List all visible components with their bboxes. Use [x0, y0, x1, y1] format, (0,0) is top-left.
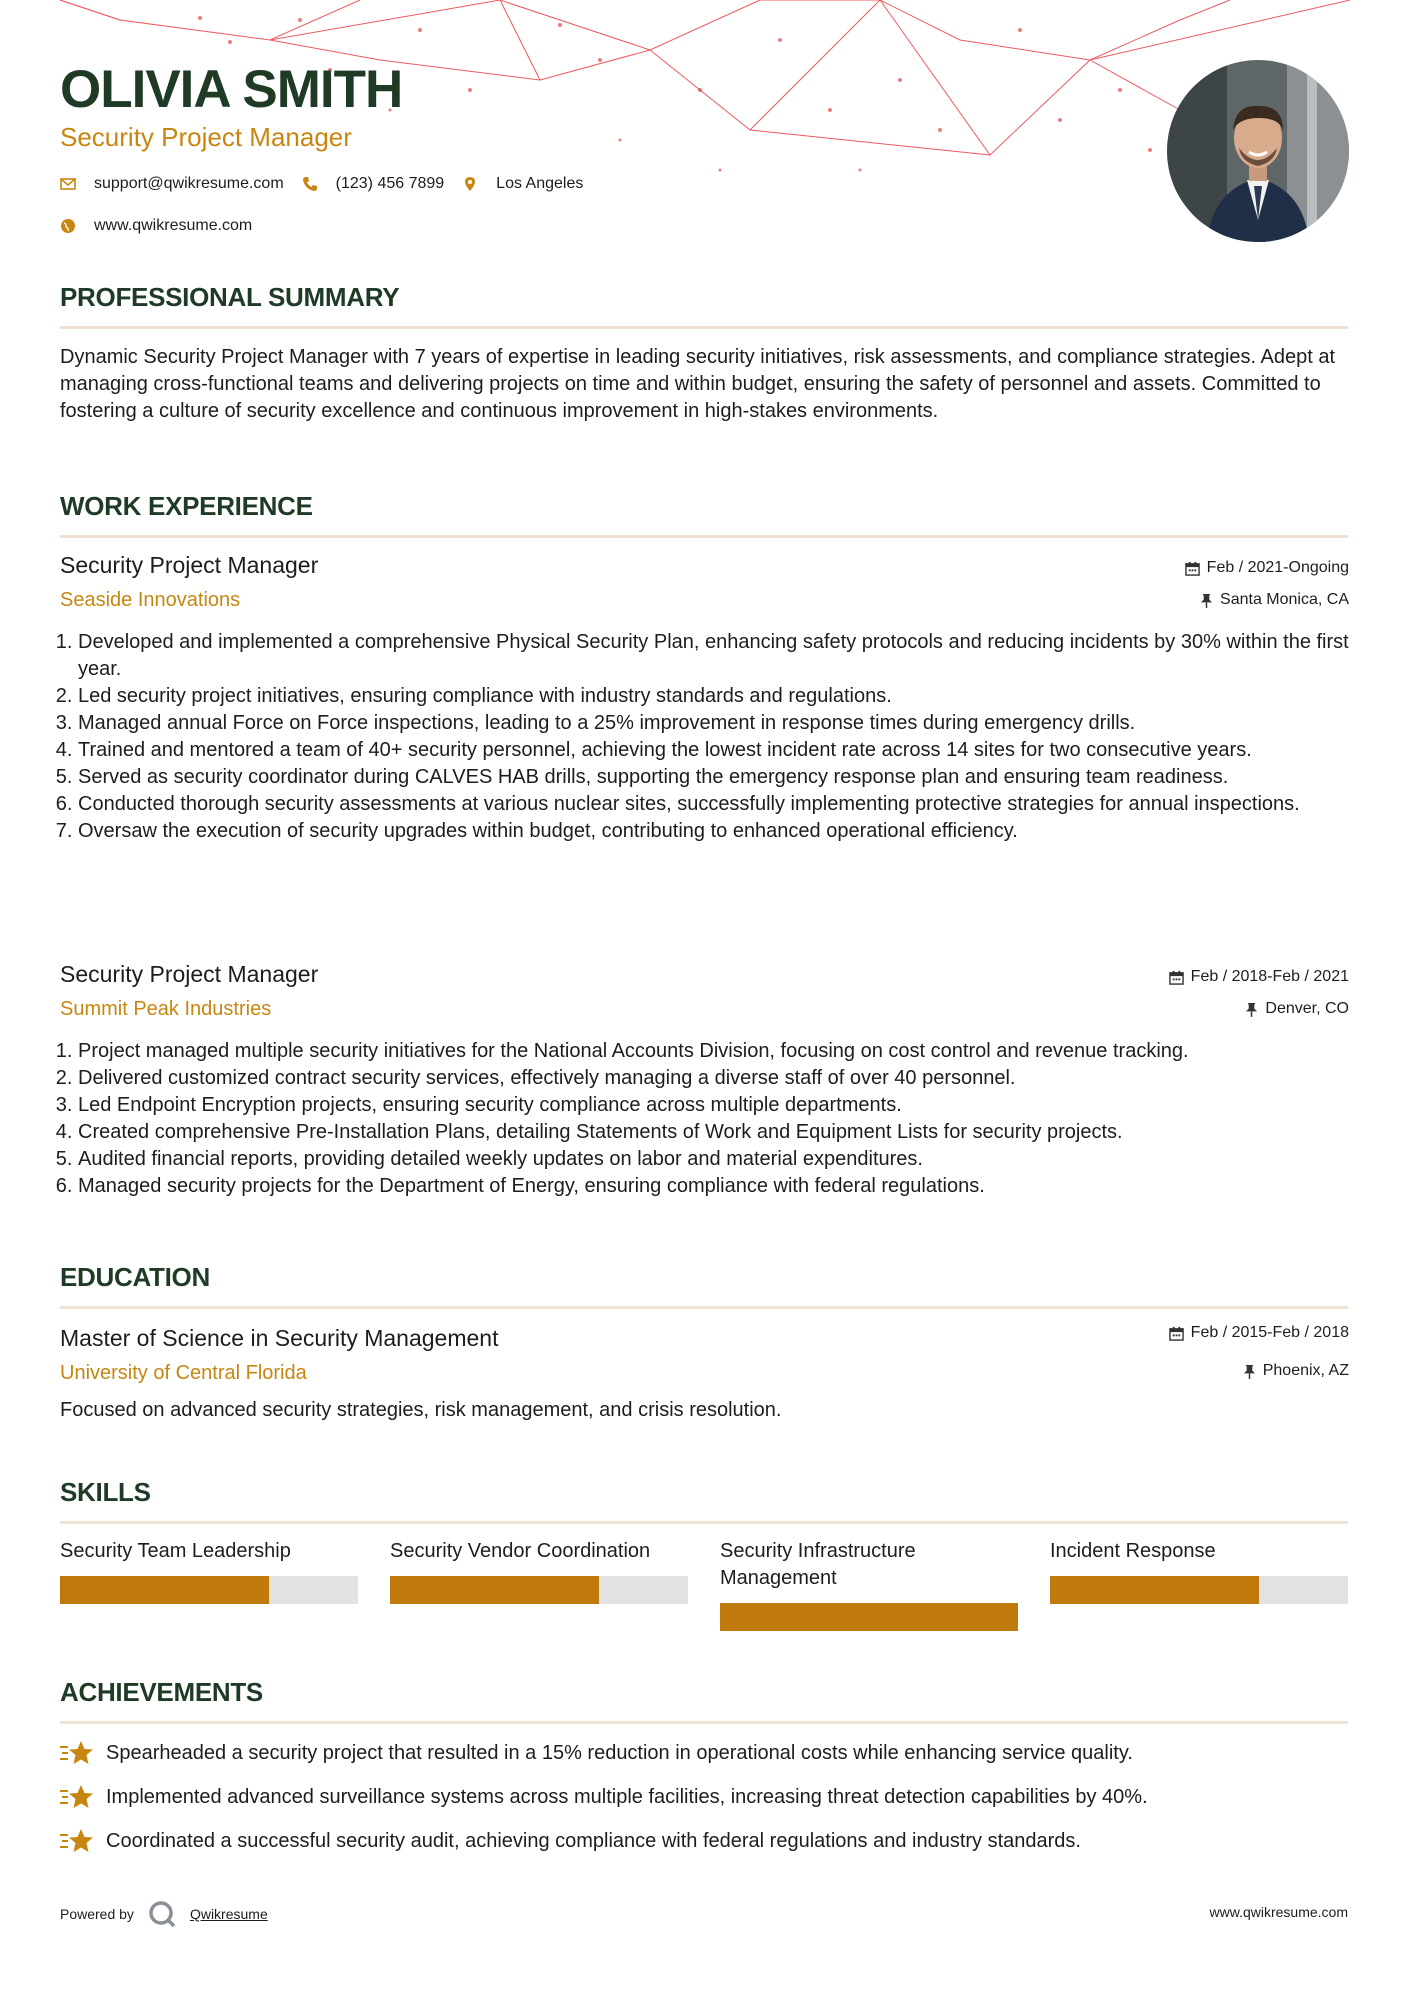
job-title: Security Project Manager [60, 552, 319, 578]
list-item: 2. Delivered customized contract security services, effectively managing a diverse staff of over 40 personnel. [78, 1065, 1368, 1092]
skill-bar-fill [60, 1576, 269, 1604]
job-dates [1169, 968, 1349, 986]
email-text: support@qwikresume.com [94, 175, 284, 192]
calendar-icon [1185, 561, 1200, 576]
powered-by-label: Powered by [60, 1906, 134, 1922]
section-divider [60, 326, 1348, 329]
skill-label: Security Infrastructure Management [720, 1540, 916, 1589]
summary-heading [60, 282, 1348, 313]
list-item: 4. Created comprehensive Pre-Installation Plans, detailing Statements of Work and Equipment Lists for security projects. [78, 1119, 1368, 1146]
summary-heading-text: PROFESSIONAL SUMMARY [60, 282, 400, 312]
profile-photo [1167, 60, 1349, 242]
candidate-title: Security Project Manager [60, 122, 352, 152]
education-description: Focused on advanced security strategies, risk management, and crisis resolution. [60, 1399, 782, 1421]
list-item: 3. Managed annual Force on Force inspections, leading to a 25% improvement in response times during emergency drills. [78, 710, 1368, 737]
education-heading [60, 1262, 1348, 1293]
skills-heading-text: SKILLS [60, 1477, 151, 1507]
skill-item [390, 1538, 688, 1565]
list-item: 7. Oversaw the execution of security upgrades within budget, contributing to enhanced operational efficiency. [78, 818, 1368, 845]
profile-photo-illustration [1167, 60, 1349, 242]
skill-item [1050, 1538, 1348, 1565]
list-item: 6. Managed security projects for the Department of Energy, ensuring compliance with federal regulations. [78, 1173, 1368, 1200]
list-item: 5. Served as security coordinator during CALVES HAB drills, supporting the emergency response plan and ensuring team readiness. [78, 764, 1368, 791]
email-item[interactable] [60, 175, 284, 193]
section-divider [60, 1721, 1348, 1724]
location-text: Los Angeles [496, 175, 584, 192]
achievement-item [60, 1784, 1350, 1810]
achievements-heading [60, 1677, 1348, 1708]
job-location-text: Denver, CO [1265, 1000, 1349, 1017]
calendar-icon [1169, 1326, 1184, 1341]
star-icon [60, 1740, 94, 1766]
job-location [1200, 591, 1349, 609]
skill-bar-fill [1050, 1576, 1259, 1604]
education-dates-text: Feb / 2015-Feb / 2018 [1190, 1324, 1349, 1341]
skill-label: Security Team Leadership [60, 1540, 291, 1562]
list-item: 5. Audited financial reports, providing detailed weekly updates on labor and material expenditures. [78, 1146, 1368, 1173]
list-item: 1. Project managed multiple security initiatives for the National Accounts Division, focusing on cost control and revenue tracking. [78, 1038, 1368, 1065]
star-icon [60, 1784, 94, 1810]
list-item: 1. Developed and implemented a comprehensive Physical Security Plan, enhancing safety protocols and reducing incidents by 30% within the first year. [78, 629, 1368, 683]
calendar-icon [1169, 970, 1184, 985]
header [60, 60, 402, 153]
achievements-heading-text: ACHIEVEMENTS [60, 1677, 263, 1707]
skills-heading [60, 1477, 1348, 1508]
achievement-text: Coordinated a successful security audit, achieving compliance with federal regulations and industry standards. [106, 1829, 1081, 1852]
section-divider [60, 1306, 1348, 1309]
footer [60, 1900, 1348, 1928]
skill-label: Incident Response [1050, 1540, 1216, 1562]
job-title: Security Project Manager [60, 961, 319, 987]
list-item: 2. Led security project initiatives, ensuring compliance with industry standards and regulations. [78, 683, 1368, 710]
school-name: University of Central Florida [60, 1362, 307, 1384]
education-dates [1169, 1324, 1349, 1342]
job-dates [1185, 559, 1349, 577]
candidate-name: OLIVIA SMITH [60, 60, 403, 119]
section-divider [60, 535, 1348, 538]
list-item: 4. Trained and mentored a team of 40+ security personnel, achieving the lowest incident rate across 14 sites for two consecutive years. [78, 737, 1368, 764]
list-item: 6. Conducted thorough security assessments at various nuclear sites, successfully implementing protective strategies for annual inspections. [78, 791, 1368, 818]
achievement-text: Spearheaded a security project that resulted in a 15% reduction in operational costs while enhancing service quality. [106, 1741, 1133, 1764]
skill-bar-fill [390, 1576, 599, 1604]
phone-text: (123) 456 7899 [335, 175, 445, 192]
website-item[interactable] [60, 217, 252, 235]
skill-bar [60, 1576, 358, 1604]
list-item: 3. Led Endpoint Encryption projects, ensuring security compliance across multiple departments. [78, 1092, 1368, 1119]
job-company: Seaside Innovations [60, 589, 241, 611]
job-dates-text: Feb / 2021-Ongoing [1206, 559, 1349, 576]
section-divider [60, 1521, 1348, 1524]
website-text: www.qwikresume.com [94, 217, 253, 234]
location-item [462, 175, 583, 193]
pushpin-icon [1200, 593, 1213, 608]
job-bullets [60, 629, 1368, 845]
contact-info [60, 171, 601, 255]
envelope-icon [60, 176, 76, 192]
job-location [1245, 1000, 1349, 1018]
skill-bar [390, 1576, 688, 1604]
job-dates-text: Feb / 2018-Feb / 2021 [1190, 968, 1349, 985]
star-icon [60, 1828, 94, 1854]
skill-item [720, 1538, 1018, 1592]
skill-bar [720, 1603, 1018, 1631]
pushpin-icon [1243, 1364, 1256, 1379]
footer-website[interactable]: www.qwikresume.com [1209, 1904, 1348, 1920]
experience-heading [60, 491, 1348, 522]
globe-icon [60, 218, 76, 234]
education-location [1243, 1362, 1349, 1380]
education-location-text: Phoenix, AZ [1262, 1362, 1349, 1379]
map-pin-icon [462, 176, 478, 192]
job-company: Summit Peak Industries [60, 998, 272, 1020]
skill-bar [1050, 1576, 1348, 1604]
phone-item[interactable] [302, 175, 445, 193]
achievement-item [60, 1740, 1350, 1766]
degree-title: Master of Science in Security Management [60, 1325, 499, 1351]
brand-link[interactable]: Qwikresume [189, 1906, 268, 1922]
achievement-text: Implemented advanced surveillance systems across multiple facilities, increasing threat detection capabilities by 40%. [106, 1785, 1148, 1808]
skill-item [60, 1538, 358, 1565]
phone-icon [302, 176, 318, 192]
skill-label: Security Vendor Coordination [390, 1540, 651, 1562]
powered-by [60, 1900, 1348, 1928]
skill-bar-fill [720, 1603, 1018, 1631]
qwikresume-logo-icon [148, 1900, 176, 1928]
achievement-item [60, 1828, 1350, 1854]
experience-heading-text: WORK EXPERIENCE [60, 491, 313, 521]
summary-text: Dynamic Security Project Manager with 7 years of expertise in leading security initiatives, risk assessments, and compliance strategies. Adept at managing cross-functional teams and delivering projects on time and within budget, ensuring the safety of personnel and assets. Committed to fostering a culture of security excellence and continuous improvement in high-stakes environments. [60, 346, 1336, 422]
education-heading-text: EDUCATION [60, 1262, 210, 1292]
pushpin-icon [1245, 1002, 1258, 1017]
job-location-text: Santa Monica, CA [1220, 591, 1349, 608]
job-bullets [60, 1038, 1368, 1200]
